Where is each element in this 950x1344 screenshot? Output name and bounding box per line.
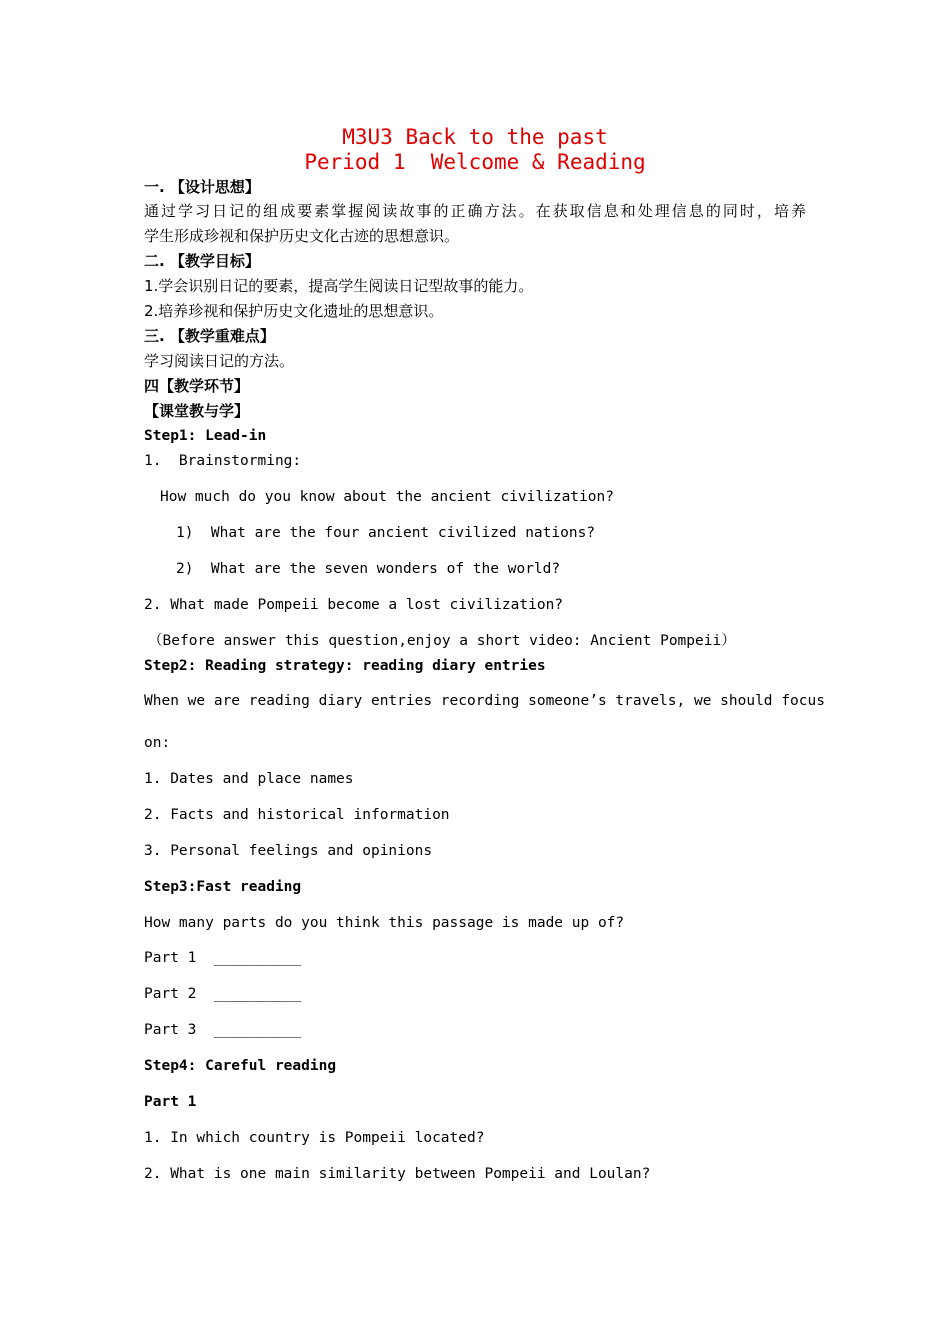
step2-point-2: 2. Facts and historical information — [144, 807, 450, 823]
step2-intro-line-1: When we are reading diary entries recording someone’s travels, we should focus — [144, 693, 825, 709]
step4-heading: Step4: Careful reading — [144, 1058, 337, 1074]
key-points-text: 学习阅读日记的方法。 — [144, 352, 295, 370]
section-heading-goals: 二. 【教学目标】 — [144, 252, 260, 270]
step3-part-3: Part 3 __________ — [144, 1022, 302, 1038]
step4-question-1: 1. In which country is Pompeii located? — [144, 1130, 485, 1146]
step2-point-1: 1. Dates and place names — [144, 771, 354, 787]
section-heading-key-points: 三. 【教学重难点】 — [144, 327, 275, 345]
step3-part-2: Part 2 __________ — [144, 986, 302, 1002]
step1-question: How much do you know about the ancient civilization? — [160, 489, 614, 505]
step3-question: How many parts do you think this passage is made up of? — [144, 915, 625, 931]
step2-intro-line-2: on: — [144, 735, 171, 751]
step1-sub-question-1: 1) What are the four ancient civilized nations? — [176, 525, 596, 541]
document-subtitle: Period 1 Welcome & Reading — [304, 150, 646, 174]
design-text-line-2: 学生形成珍视和保护历史文化古迹的思想意识。 — [144, 227, 460, 245]
step3-part-1: Part 1 __________ — [144, 950, 302, 966]
step3-heading: Step3:Fast reading — [144, 879, 302, 895]
goal-item-2: 2.培养珍视和保护历史文化遗址的思想意识。 — [144, 302, 444, 320]
step1-note: （Before answer this question,enjoy a short video: Ancient Pompeii） — [148, 633, 736, 649]
goal-item-1: 1.学会识别日记的要素，提高学生阅读日记型故事的能力。 — [144, 277, 534, 295]
procedure-subheading: 【课堂教与学】 — [144, 402, 250, 420]
section-heading-procedure: 四【教学环节】 — [144, 377, 250, 395]
step2-heading: Step2: Reading strategy: reading diary entries — [144, 658, 546, 674]
design-text-line-1: 通过学习日记的组成要素掌握阅读故事的正确方法。在获取信息和处理信息的同时，培养 — [144, 202, 806, 220]
step1-sub-question-2: 2) What are the seven wonders of the world? — [176, 561, 561, 577]
document-title: M3U3 Back to the past — [342, 125, 608, 149]
step1-item-1: 1. Brainstorming: — [144, 453, 302, 469]
step1-heading: Step1: Lead-in — [144, 428, 267, 444]
step4-question-2: 2. What is one main similarity between Pompeii and Loulan? — [144, 1166, 651, 1182]
step4-part-heading: Part 1 — [144, 1094, 197, 1110]
section-heading-design: 一. 【设计思想】 — [144, 178, 260, 196]
step2-point-3: 3. Personal feelings and opinions — [144, 843, 433, 859]
step1-item-2: 2. What made Pompeii become a lost civilization? — [144, 597, 564, 613]
